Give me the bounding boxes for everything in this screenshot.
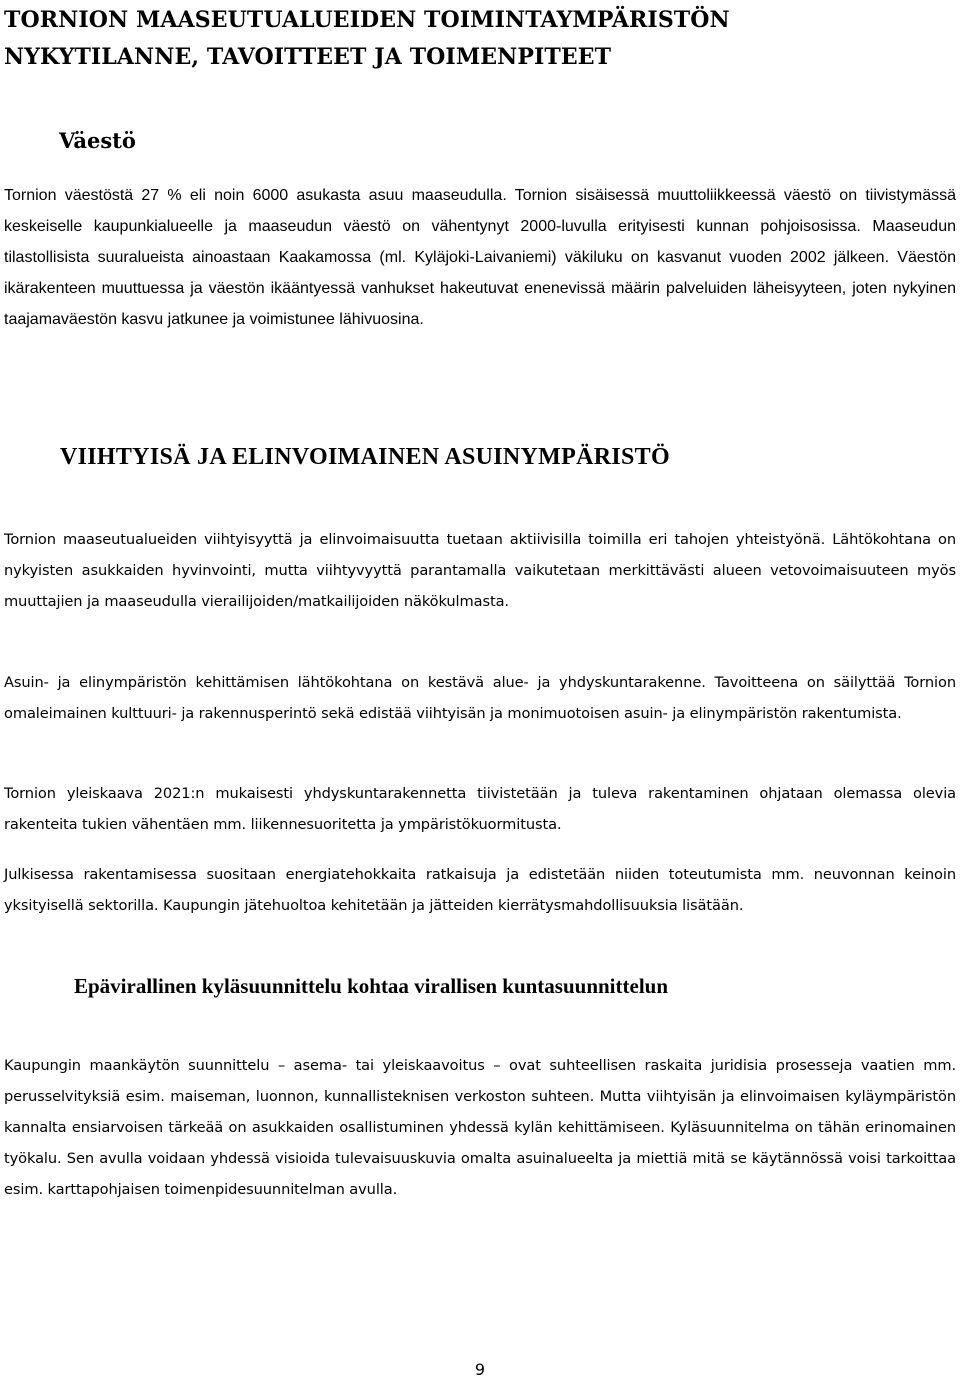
page-title-line-1: TORNION MAASEUTUALUEIDEN TOIMINTAYMPÄRISTÖN xyxy=(4,7,730,33)
paragraph-vaesto: Tornion väestöstä 27 % eli noin 6000 asukasta asuu maaseudulla. Tornion sisäisessä muuttoliikkeessä väestö on tiivistymässä keskeiselle kaupunkialueelle ja maaseudun väestö on vähentynyt 2000-luvulla erityisesti kunnan pohjoisosissa. Maaseudun tilastollisista suuralueista ainoastaan Kaakamossa (ml. Kyläjoki-Laivaniemi) väkiluku on kasvanut vuoden 2002 jälkeen. Väestön ikärakenteen muuttuessa ja väestön ikääntyessä vanhukset hakeutuvat enenevissä määrin palveluiden läheisyyteen, joten nykyinen taajamaväestön kasvu jatkunee ja voimistunee lähivuosina. xyxy=(4,187,956,328)
paragraph-asuinymparisto-2: Asuin- ja elinympäristön kehittämisen lähtökohtana on kestävä alue- ja yhdyskuntarakenne. Tavoitteena on säilyttää Tornion omaleimainen kulttuuri- ja rakennusperintö sekä edistää viihtyisän ja monimuotoisen asuin- ja elinympäristön rakentumista. xyxy=(4,674,956,722)
page-title xyxy=(4,2,944,76)
section-heading-kylasuunnittelu: Epävirallinen kyläsuunnittelu kohtaa virallisen kuntasuunnittelun xyxy=(74,974,669,998)
paragraph-asuinymparisto-1: Tornion maaseutualueiden viihtyisyyttä ja elinvoimaisuutta tuetaan aktiivisilla toimilla eri tahojen yhteistyönä. Lähtökohtana on nykyisten asukkaiden hyvinvointi, mutta viihtyvyyttä parantamalla vaikutetaan merkittävästi alueen vetovoimaisuuteen myös muuttajien ja maaseudulla vierailijoiden/matkailijoiden näkökulmasta. xyxy=(4,531,956,610)
page-number: 9 xyxy=(474,1360,486,1379)
page-title-line-2: NYKYTILANNE, TAVOITTEET JA TOIMENPITEET xyxy=(4,44,612,70)
section-heading-asuinymparisto: VIIHTYISÄ JA ELINVOIMAINEN ASUINYMPÄRISTÖ xyxy=(60,444,670,470)
section-heading-vaesto: Väestö xyxy=(59,128,136,153)
paragraph-asuinymparisto-4: Julkisessa rakentamisessa suositaan energiatehokkaita ratkaisuja ja edistetään niiden toteutumista mm. neuvonnan keinoin yksityisellä sektorilla. Kaupungin jätehuoltoa kehitetään ja jätteiden kierrätysmahdollisuuksia lisätään. xyxy=(4,866,956,914)
paragraph-kylasuunnittelu: Kaupungin maankäytön suunnittelu – asema- tai yleiskaavoitus – ovat suhteellisen raskaita juridisia prosesseja vaatien mm. perusselvityksiä esim. maiseman, luonnon, kunnallisteknisen verkoston suhteen. Mutta viihtyisän ja elinvoimaisen kyläympäristön kannalta ensiarvoisen tärkeää on asukkaiden osallistuminen yhdessä kylän kehittämiseen. Kyläsuunnitelma on tähän erinomainen työkalu. Sen avulla voidaan yhdessä visioida tulevaisuuskuvia omalta asuinalueelta ja miettiä mitä se käytännössä voisi tarkoittaa esim. karttapohjaisen toimenpidesuunnitelman avulla. xyxy=(4,1057,956,1198)
paragraph-asuinymparisto-3: Tornion yleiskaava 2021:n mukaisesti yhdyskuntarakennetta tiivistetään ja tuleva rakentaminen ohjataan olemassa olevia rakenteita tukien vähentäen mm. liikennesuoritetta ja ympäristökuormitusta. xyxy=(4,785,956,833)
